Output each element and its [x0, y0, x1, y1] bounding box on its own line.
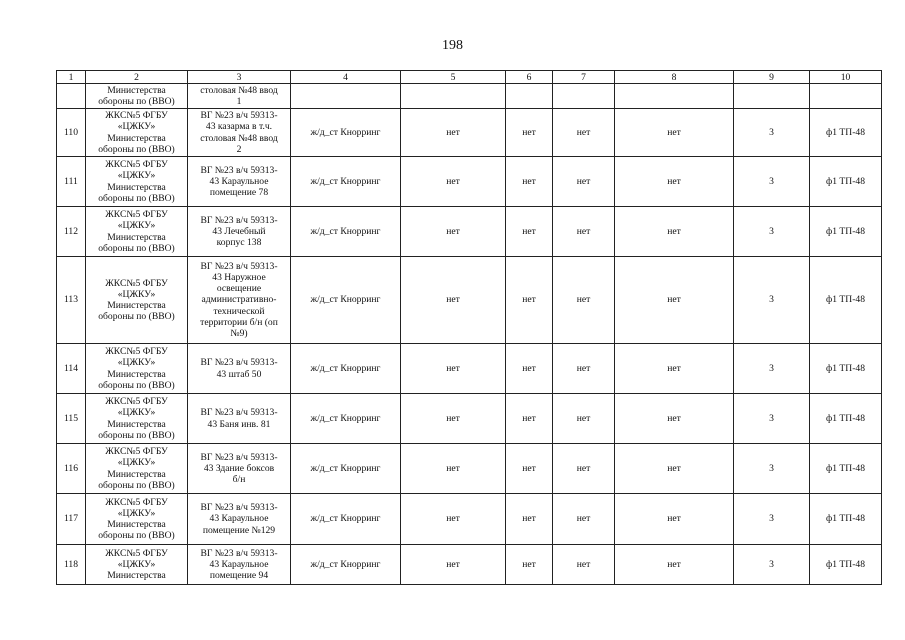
col5-cell [401, 344, 506, 394]
object-cell [188, 257, 291, 344]
col9-cell [734, 494, 810, 545]
table-row [57, 157, 882, 207]
cell-text: 118 [63, 558, 79, 570]
object-cell [188, 84, 291, 109]
row-number-cell [57, 545, 86, 585]
col5-cell [401, 394, 506, 444]
station-cell [291, 207, 401, 257]
cell-text: ВГ №23 в/ч 59313- 43 Наружное освещение административно- технической территории б/н (оп №9) [200, 260, 278, 339]
cell-text: 112 [63, 225, 79, 237]
feeder-cell [810, 84, 882, 109]
col6-cell [506, 257, 553, 344]
column-header: 3 [188, 71, 291, 84]
cell-text: ж/д_ст Кнорринг [310, 294, 381, 306]
col6-cell [506, 157, 553, 207]
col9-cell [734, 394, 810, 444]
cell-text: ВГ №23 в/ч 59313- 43 Караульное помещение 78 [200, 164, 278, 199]
table-row [57, 545, 882, 585]
col8-cell [615, 444, 734, 494]
station-cell [291, 157, 401, 207]
cell-text: нет [667, 294, 681, 306]
cell-text: нет [446, 225, 460, 237]
cell-text: ж/д_ст Кнорринг [310, 362, 381, 374]
station-cell [291, 84, 401, 109]
cell-text: ЖКС№5 ФГБУ «ЦЖКУ» Министерства обороны по (ВВО) [98, 346, 175, 391]
cell-text: ВГ №23 в/ч 59313- 43 Баня инв. 81 [200, 407, 278, 430]
column-header: 9 [734, 71, 810, 84]
station-cell [291, 109, 401, 157]
organization-cell [86, 84, 188, 109]
table-row [57, 207, 882, 257]
organization-cell [86, 344, 188, 394]
cell-text: нет [446, 175, 460, 187]
col7-cell [553, 394, 615, 444]
col6-cell [506, 494, 553, 545]
cell-text: 114 [63, 362, 79, 374]
cell-text: ж/д_ст Кнорринг [310, 462, 381, 474]
cell-text: ф1 ТП-48 [826, 462, 865, 474]
col8-cell [615, 109, 734, 157]
cell-text: нет [446, 558, 460, 570]
col6-cell [506, 207, 553, 257]
cell-text: нет [446, 513, 460, 525]
cell-text: нет [576, 175, 591, 187]
feeder-cell [810, 545, 882, 585]
col7-cell [553, 444, 615, 494]
cell-text: ВГ №23 в/ч 59313- 43 казарма в т.ч. столовая №48 ввод 2 [200, 110, 278, 155]
cell-text: ВГ №23 в/ч 59313- 43 штаб 50 [200, 357, 278, 380]
cell-text: нет [667, 126, 681, 138]
column-header: 5 [401, 71, 506, 84]
cell-text: 3 [769, 462, 774, 474]
cell-text: нет [522, 126, 536, 138]
cell-text: Министерства обороны по (ВВО) [98, 84, 175, 107]
station-cell [291, 494, 401, 545]
table-row [57, 344, 882, 394]
object-cell [188, 344, 291, 394]
cell-text: ж/д_ст Кнорринг [310, 175, 381, 187]
station-cell [291, 344, 401, 394]
row-number-cell [57, 494, 86, 545]
cell-text: нет [667, 513, 681, 525]
feeder-cell [810, 344, 882, 394]
cell-text: 115 [63, 412, 79, 424]
col6-cell [506, 444, 553, 494]
col6-cell [506, 109, 553, 157]
row-number-cell [57, 394, 86, 444]
col6-cell [506, 394, 553, 444]
table-row [57, 494, 882, 545]
cell-text: ЖКС№5 ФГБУ «ЦЖКУ» Министерства обороны по (ВВО) [98, 209, 175, 254]
col5-cell [401, 157, 506, 207]
col5-cell [401, 257, 506, 344]
cell-text: ЖКС№5 ФГБУ «ЦЖКУ» Министерства обороны по (ВВО) [98, 159, 175, 204]
station-cell [291, 444, 401, 494]
cell-text: 110 [63, 126, 79, 138]
col5-cell [401, 494, 506, 545]
cell-text: ф1 ТП-48 [826, 126, 865, 138]
cell-text: 117 [63, 513, 79, 525]
cell-text: 3 [769, 225, 774, 237]
cell-text: нет [576, 126, 591, 138]
col6-cell [506, 545, 553, 585]
row-number-cell [57, 109, 86, 157]
cell-text: нет [522, 462, 536, 474]
cell-text: ЖКС№5 ФГБУ «ЦЖКУ» Министерства обороны по (ВВО) [98, 496, 175, 542]
col9-cell [734, 207, 810, 257]
col8-cell [615, 207, 734, 257]
cell-text: 3 [769, 362, 774, 374]
col6-cell [506, 84, 553, 109]
col7-cell [553, 344, 615, 394]
table-row [57, 257, 882, 344]
col6-cell [506, 344, 553, 394]
cell-text: нет [522, 558, 536, 570]
cell-text: 3 [769, 412, 774, 424]
table-row [57, 394, 882, 444]
cell-text: ж/д_ст Кнорринг [310, 558, 381, 570]
cell-text: нет [522, 513, 536, 525]
col8-cell [615, 344, 734, 394]
cell-text: нет [446, 362, 460, 374]
cell-text: нет [667, 175, 681, 187]
cell-text: нет [522, 294, 536, 306]
cell-text: ВГ №23 в/ч 59313- 43 Караульное помещение №129 [200, 502, 278, 536]
cell-text: нет [522, 225, 536, 237]
col5-cell [401, 84, 506, 109]
feeder-cell [810, 444, 882, 494]
col9-cell [734, 344, 810, 394]
column-header: 4 [291, 71, 401, 84]
cell-text: ВГ №23 в/ч 59313- 43 Здание боксов б/н [200, 451, 278, 486]
object-cell [188, 444, 291, 494]
cell-text: ф1 ТП-48 [826, 294, 865, 306]
organization-cell [86, 109, 188, 157]
table-row [57, 109, 882, 157]
cell-text: ж/д_ст Кнорринг [310, 513, 381, 525]
cell-text: ж/д_ст Кнорринг [310, 225, 381, 237]
cell-text: 116 [63, 462, 79, 474]
cell-text: нет [576, 225, 591, 237]
col9-cell [734, 444, 810, 494]
cell-text: нет [667, 462, 681, 474]
table-row [57, 84, 882, 109]
cell-text: нет [667, 362, 681, 374]
col5-cell [401, 207, 506, 257]
cell-text: 3 [769, 126, 774, 138]
cell-text: ф1 ТП-48 [826, 225, 865, 237]
cell-text: нет [576, 513, 591, 525]
cell-text: 113 [63, 294, 79, 306]
cell-text: ф1 ТП-48 [826, 175, 865, 187]
organization-cell [86, 494, 188, 545]
cell-text: нет [446, 462, 460, 474]
col9-cell [734, 545, 810, 585]
organization-cell [86, 444, 188, 494]
feeder-cell [810, 157, 882, 207]
cell-text: нет [667, 558, 681, 570]
col9-cell [734, 109, 810, 157]
col8-cell [615, 257, 734, 344]
cell-text: нет [576, 462, 591, 474]
cell-text: ВГ №23 в/ч 59313- 43 Лечебный корпус 138 [200, 214, 278, 249]
cell-text: нет [522, 412, 536, 424]
object-cell [188, 494, 291, 545]
feeder-cell [810, 394, 882, 444]
col7-cell [553, 257, 615, 344]
cell-text: нет [576, 294, 591, 306]
cell-text: нет [446, 412, 460, 424]
station-cell [291, 257, 401, 344]
organization-cell [86, 207, 188, 257]
cell-text: нет [522, 175, 536, 187]
column-header: 7 [553, 71, 615, 84]
object-cell [188, 394, 291, 444]
col5-cell [401, 545, 506, 585]
cell-text: нет [446, 126, 460, 138]
col5-cell [401, 109, 506, 157]
cell-text: ж/д_ст Кнорринг [310, 126, 381, 138]
data-table [56, 70, 882, 585]
col7-cell [553, 84, 615, 109]
feeder-cell [810, 494, 882, 545]
col7-cell [553, 494, 615, 545]
cell-text: ф1 ТП-48 [826, 558, 865, 570]
feeder-cell [810, 109, 882, 157]
cell-text: 111 [64, 175, 78, 187]
column-header: 6 [506, 71, 553, 84]
cell-text: ф1 ТП-48 [826, 362, 865, 374]
cell-text: нет [667, 225, 681, 237]
cell-text: нет [446, 294, 460, 306]
cell-text: ЖКС№5 ФГБУ «ЦЖКУ» Министерства обороны по (ВВО) [98, 110, 175, 155]
cell-text: ЖКС№5 ФГБУ «ЦЖКУ» Министерства обороны по (ВВО) [98, 277, 175, 323]
col8-cell [615, 84, 734, 109]
object-cell [188, 207, 291, 257]
organization-cell [86, 394, 188, 444]
organization-cell [86, 257, 188, 344]
cell-text: 3 [769, 294, 774, 306]
cell-text: ЖКС№5 ФГБУ «ЦЖКУ» Министерства обороны по (ВВО) [98, 396, 175, 441]
organization-cell [86, 545, 188, 585]
row-number-cell [57, 344, 86, 394]
column-header: 8 [615, 71, 734, 84]
object-cell [188, 109, 291, 157]
col8-cell [615, 545, 734, 585]
row-number-cell [57, 444, 86, 494]
col9-cell [734, 257, 810, 344]
cell-text: нет [576, 558, 591, 570]
feeder-cell [810, 207, 882, 257]
row-number-cell [57, 84, 86, 109]
cell-text: нет [576, 412, 591, 424]
col8-cell [615, 157, 734, 207]
col7-cell [553, 545, 615, 585]
object-cell [188, 545, 291, 585]
cell-text: ф1 ТП-48 [826, 513, 865, 525]
column-header: 2 [86, 71, 188, 84]
cell-text: нет [522, 362, 536, 374]
col7-cell [553, 207, 615, 257]
station-cell [291, 545, 401, 585]
object-cell [188, 157, 291, 207]
col9-cell [734, 84, 810, 109]
col9-cell [734, 157, 810, 207]
column-header: 1 [57, 71, 86, 84]
page-number: 198 [442, 38, 463, 53]
cell-text: нет [667, 412, 681, 424]
cell-text: ф1 ТП-48 [826, 412, 865, 424]
col8-cell [615, 494, 734, 545]
cell-text: 3 [769, 175, 774, 187]
table-header-row [57, 71, 882, 84]
col5-cell [401, 444, 506, 494]
table-row [57, 444, 882, 494]
organization-cell [86, 157, 188, 207]
cell-text: ЖКС№5 ФГБУ «ЦЖКУ» Министерства обороны по (ВВО) [98, 446, 175, 491]
cell-text: нет [576, 362, 591, 374]
cell-text: ж/д_ст Кнорринг [310, 412, 381, 424]
row-number-cell [57, 157, 86, 207]
col7-cell [553, 109, 615, 157]
col8-cell [615, 394, 734, 444]
row-number-cell [57, 257, 86, 344]
cell-text: 3 [769, 513, 774, 525]
col7-cell [553, 157, 615, 207]
feeder-cell [810, 257, 882, 344]
cell-text: ВГ №23 в/ч 59313- 43 Караульное помещение 94 [200, 547, 278, 582]
cell-text: 3 [769, 558, 774, 570]
station-cell [291, 394, 401, 444]
column-header: 10 [810, 71, 882, 84]
cell-text: столовая №48 ввод 1 [200, 84, 278, 107]
cell-text: ЖКС№5 ФГБУ «ЦЖКУ» Министерства [105, 547, 168, 582]
row-number-cell [57, 207, 86, 257]
